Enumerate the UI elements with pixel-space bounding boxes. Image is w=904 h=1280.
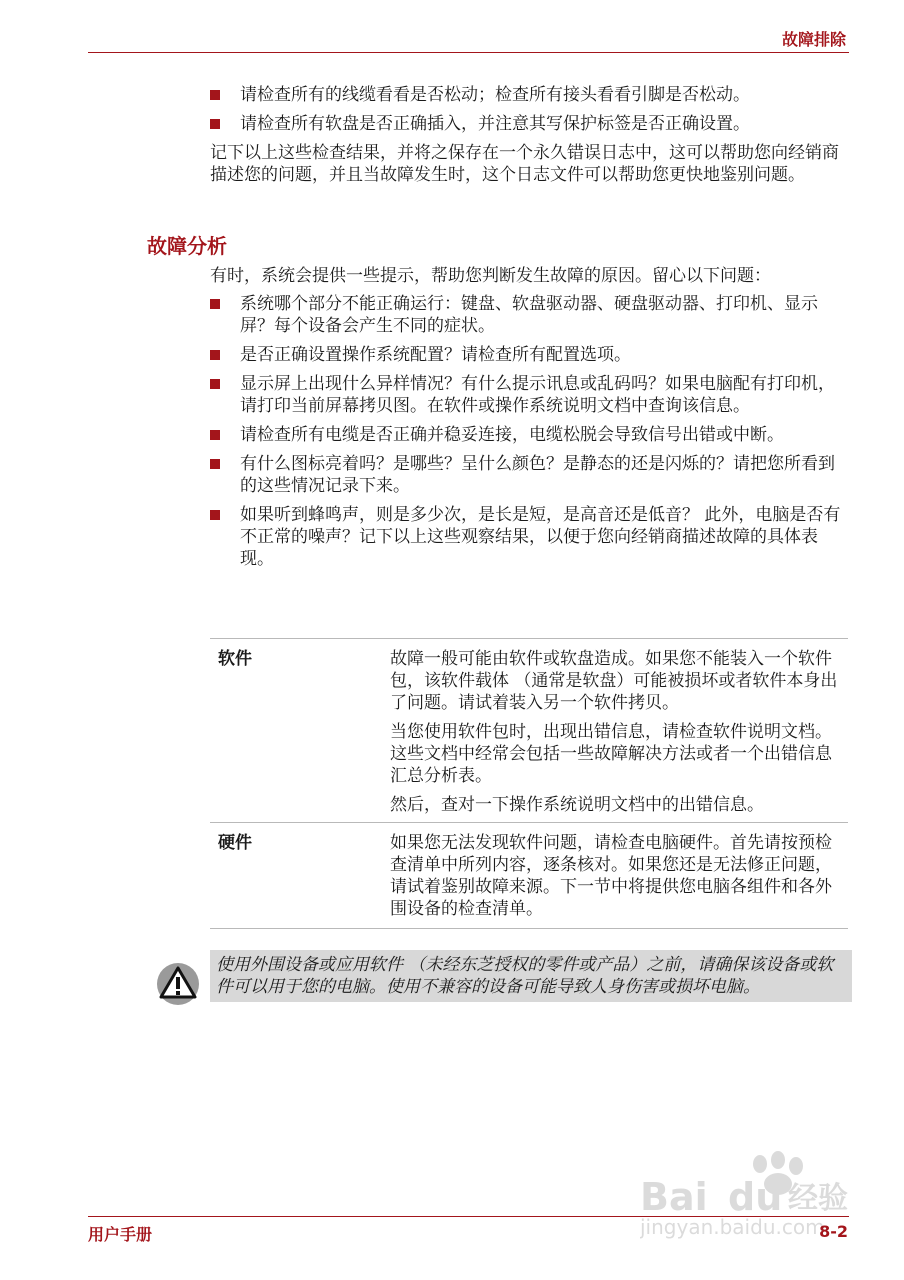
intro-block [210,84,848,194]
intro-bullet-list [210,84,848,135]
list-item: 是否正确设置操作系统配置？请检查所有配置选项。 [210,344,848,366]
svg-text:jingyan.baidu.com: jingyan.baidu.com [640,1215,825,1239]
list-item: 请检查所有的线缆看看是否松动；检查所有接头看看引脚是否松动。 [210,84,848,106]
list-item: 如果听到蜂鸣声，则是多少次，是长是短，是高音还是低音？ 此外，电脑是否有不正常的噪声？记下以上这些观察结果，以便于您向经销商描述故障的具体表现。 [210,504,848,570]
troubleshooting-table [210,638,848,929]
footer-manual-title: 用户手册 [88,1225,153,1244]
list-item: 请检查所有软盘是否正确插入，并注意其写保护标签是否正确设置。 [210,113,848,135]
section-heading: 故障分析 [147,234,227,258]
section-lead: 有时，系统会提供一些提示，帮助您判断发生故障的原因。留心以下问题： [210,266,771,286]
bullet-square-icon [210,90,220,100]
bullet-square-icon [210,510,220,520]
bullet-square-icon [210,459,220,469]
row-description: 如果您无法发现软件问题，请检查电脑硬件。首先请按预检查清单中所列内容，逐条核对。如果您还是无法修正问题，请试着鉴别故障来源。下一节中将提供您电脑各组件和各外围设备的检查清单。 [390,823,848,929]
svg-text:Bai: Bai [640,1175,708,1219]
row-description: 故障一般可能由软件或软盘造成。如果您不能装入一个软件包，该软件载体 （通常是软盘）可能被损坏或者软件本身出了问题。请试着装入另一个软件拷贝。 当您使用软件包时，出现出错信息，请检查软件说明文档。这些文档中经常会包括一些故障解决方法或者一个出错信息汇总分析表。 然后，查对一下操作系统说明文档中的出错信息。 [390,639,848,823]
page-number: 8-2 [819,1222,848,1241]
bullet-square-icon [210,350,220,360]
row-term-hardware: 硬件 [210,823,390,929]
row-term-software: 软件 [210,639,390,823]
page-header-title: 故障排除 [781,30,846,49]
list-item: 请检查所有电缆是否正确并稳妥连接，电缆松脱会导致信号出错或中断。 [210,424,848,446]
bullet-square-icon [210,430,220,440]
bullet-square-icon [210,299,220,309]
svg-text:经验: 经验 [788,1181,848,1216]
list-item: 系统哪个部分不能正确运行：键盘、软盘驱动器、硬盘驱动器、打印机、显示屏？每个设备会产生不同的症状。 [210,293,848,337]
list-item: 显示屏上出现什么异样情况？有什么提示讯息或乱码吗？如果电脑配有打印机，请打印当前屏幕拷贝图。在软件或操作系统说明文档中查询该信息。 [210,373,848,417]
footer-rule [88,1216,849,1217]
svg-text:du: du [728,1175,783,1219]
warning-note: 使用外围设备或应用软件 （未经东芝授权的零件或产品）之前，请确保该设备或软件可以用于您的电脑。使用不兼容的设备可能导致人身伤害或损坏电脑。 [210,950,852,1002]
intro-paragraph: 记下以上这些检查结果，并将之保存在一个永久错误日志中，这可以帮助您向经销商描述您的问题，并且当故障发生时，这个日志文件可以帮助您更快地鉴别问题。 [210,143,839,185]
header-rule [88,52,849,53]
analysis-bullet-list [210,293,848,570]
list-item: 有什么图标亮着吗？是哪些？呈什么颜色？是静态的还是闪烁的？请把您所看到的这些情况记录下来。 [210,453,848,497]
analysis-block [210,265,848,577]
bullet-square-icon [210,119,220,129]
table-row [210,823,848,929]
table-row [210,639,848,823]
bullet-square-icon [210,379,220,389]
warning-triangle-icon [156,962,200,1006]
